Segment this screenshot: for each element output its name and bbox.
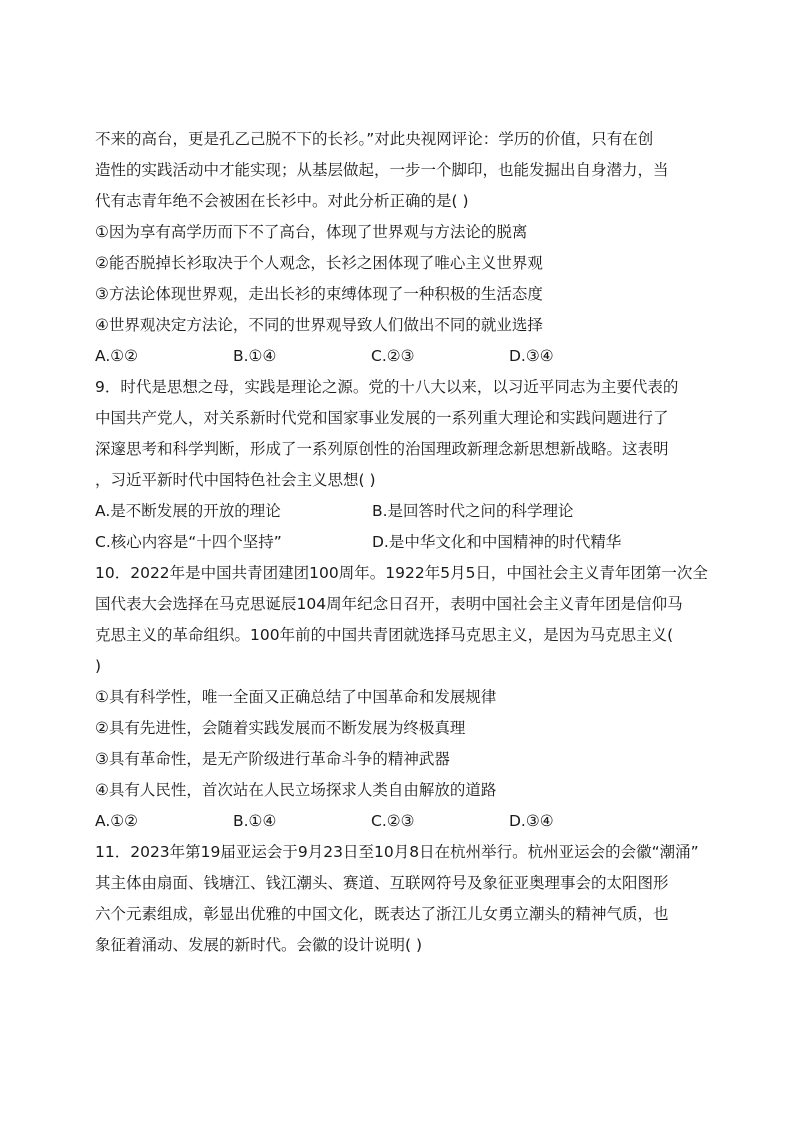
q10-option-d[interactable]: D.③④: [509, 812, 554, 830]
question-8: [95, 124, 700, 372]
q10-statement-3: ③具有革命性，是无产阶级进行革命斗争的精神武器: [95, 750, 450, 768]
q8-option-d[interactable]: D.③④: [509, 347, 554, 365]
q8-statement-4: ④世界观决定方法论，不同的世界观导致人们做出不同的就业选择: [95, 316, 543, 334]
question-11: [95, 837, 700, 961]
q8-statement-1: ①因为享有高学历而下不了高台，体现了世界观与方法论的脱离: [95, 223, 528, 241]
q9-options-row-2: [95, 527, 700, 558]
q8-options: [95, 341, 700, 372]
q9-option-b[interactable]: B.是回答时代之问的科学理论: [372, 502, 574, 520]
q8-option-a[interactable]: A.①②: [95, 347, 139, 365]
q10-stem-line: ): [95, 657, 102, 675]
q9-stem-line: 9．时代是思想之母，实践是理论之源。党的十八大以来，以习近平同志为主要代表的: [95, 378, 679, 396]
q9-stem-line: 中国共产党人，对关系新时代党和国家事业发展的一系列重大理论和实践问题进行了: [95, 409, 669, 427]
q8-stem-line: 代有志青年绝不会被困在长衫中。对此分析正确的是( ): [95, 192, 469, 210]
q8-statement-2: ②能否脱掉长衫取决于个人观念，长衫之困体现了唯心主义世界观: [95, 254, 543, 272]
q10-statement-4: ④具有人民性，首次站在人民立场探求人类自由解放的道路: [95, 781, 497, 799]
q10-statement-2: ②具有先进性，会随着实践发展而不断发展为终极真理: [95, 719, 466, 737]
question-10: [95, 558, 708, 837]
q11-stem-line: 其主体由扇面、钱塘江、钱江潮头、赛道、互联网符号及象征亚奥理事会的太阳图形: [95, 874, 669, 892]
q9-options-row-1: [95, 496, 700, 527]
q10-stem-line: 10．2022年是中国共青团建团100周年。1922年5月5日，中国社会主义青年团第一次全: [95, 564, 708, 582]
q10-options: [95, 806, 700, 837]
q10-statement-1: ①具有科学性，唯一全面又正确总结了中国革命和发展规律: [95, 688, 497, 706]
q9-stem-line: 深邃思考和科学判断，形成了一系列原创性的治国理政新理念新思想新战略。这表明: [95, 440, 669, 458]
q10-option-c[interactable]: C.②③: [371, 812, 415, 830]
question-9: [95, 372, 700, 558]
q9-option-d[interactable]: D.是中华文化和中国精神的时代精华: [372, 533, 622, 551]
q10-option-b[interactable]: B.①④: [233, 812, 277, 830]
q8-statement-3: ③方法论体现世界观，走出长衫的束缚体现了一种积极的生活态度: [95, 285, 543, 303]
q10-stem-line: 国代表大会选择在马克思诞辰104周年纪念日召开，表明中国社会主义青年团是信仰马: [95, 595, 683, 613]
q8-stem-line: 不来的高台，更是孔乙己脱不下的长衫。”对此央视网评论：学历的价值，只有在创: [95, 130, 654, 148]
q8-option-c[interactable]: C.②③: [371, 347, 415, 365]
q11-stem-line: 象征着涌动、发展的新时代。会徽的设计说明( ): [95, 936, 423, 954]
q9-stem-line: ，习近平新时代中国特色社会主义思想( ): [95, 471, 376, 489]
q11-stem-line: 11．2023年第19届亚运会于9月23日至10月8日在杭州举行。杭州亚运会的会徽“潮涌”: [95, 843, 699, 861]
q11-stem-line: 六个元素组成，彰显出优雅的中国文化，既表达了浙江儿女勇立潮头的精神气质，也: [95, 905, 669, 923]
q9-option-c[interactable]: C.核心内容是“十四个坚持”: [95, 533, 282, 551]
q8-stem-line: 造性的实践活动中才能实现；从基层做起，一步一个脚印，也能发掘出自身潜力，当: [95, 161, 669, 179]
exam-page: [95, 124, 708, 961]
q8-option-b[interactable]: B.①④: [233, 347, 277, 365]
q10-option-a[interactable]: A.①②: [95, 812, 139, 830]
q10-stem-line: 克思主义的革命组织。100年前的中国共青团就选择马克思主义，是因为马克思主义(: [95, 626, 674, 644]
q9-option-a[interactable]: A.是不断发展的开放的理论: [95, 502, 281, 520]
